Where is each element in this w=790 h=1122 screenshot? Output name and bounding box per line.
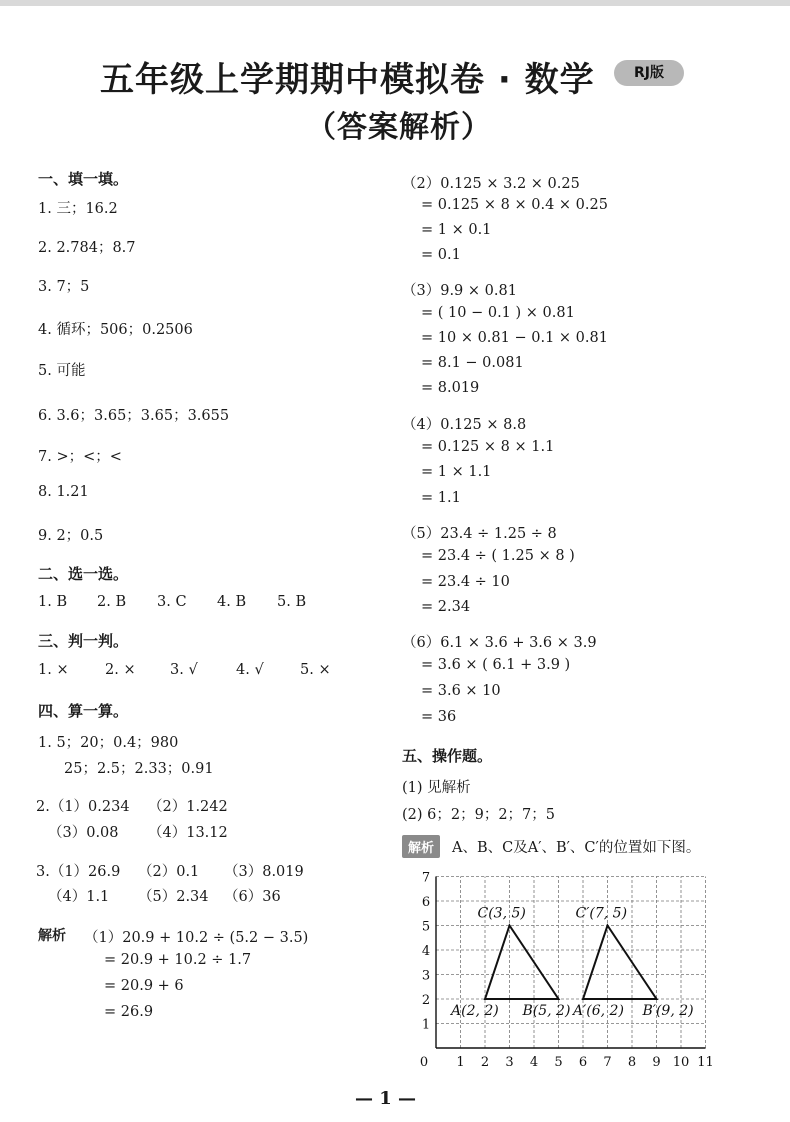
calc-line: = 20.9 + 10.2 ÷ 1.7 — [104, 952, 252, 968]
answer-line: 6. 3.6；3.65；3.65；3.655 — [38, 408, 230, 424]
answer-line: （3）0.08 — [48, 825, 119, 841]
choice-answer: 4. B — [217, 594, 247, 610]
calc-line: （1）20.9 + 10.2 ÷ (5.2 − 3.5) — [84, 930, 309, 946]
choice-answer: 1. B — [38, 594, 68, 610]
section-fill: 一、填一填。 — [38, 170, 129, 188]
calc-line: = 3.6 × 10 — [421, 683, 501, 699]
x-tick-label: 3 — [505, 1055, 514, 1070]
x-tick-label: 1 — [456, 1055, 465, 1070]
y-tick-label: 7 — [421, 870, 431, 886]
calc-line: = 36 — [421, 709, 457, 725]
triangle-abc — [485, 926, 559, 1000]
y-tick-label: 4 — [421, 944, 431, 959]
page-title: 五年级上学期期中模拟卷 · 数学 — [100, 60, 595, 100]
y-tick-label: 6 — [421, 895, 431, 910]
answer-line: 9. 2；0.5 — [38, 528, 104, 544]
x-tick-label: 9 — [652, 1055, 661, 1070]
answer-line: 1. 5；20；0.4；980 — [38, 735, 179, 751]
triangle-abc-prime — [583, 926, 657, 1000]
judge-answer: 5. × — [300, 662, 331, 678]
calc-line: = 3.6 × ( 6.1 + 3.9 ) — [421, 657, 571, 673]
calc-line: = 2.34 — [421, 599, 471, 615]
answer-line: 25；2.5；2.33；0.91 — [64, 761, 214, 777]
x-tick-label: 8 — [627, 1055, 637, 1070]
calc-line: （5）23.4 ÷ 1.25 ÷ 8 — [402, 526, 557, 542]
answer-line: 4. 循环；506；0.2506 — [38, 322, 193, 338]
judge-answer: 2. × — [105, 662, 136, 678]
calc-line: = 10 × 0.81 − 0.1 × 0.81 — [421, 330, 608, 346]
y-tick-label: 3 — [421, 968, 431, 984]
answer-line: （2）0.1 — [138, 864, 200, 880]
section-judge: 三、判一判。 — [38, 632, 129, 650]
calc-line: （6）6.1 × 3.6 + 3.6 × 3.9 — [402, 635, 597, 651]
edition-badge: RJ版 — [614, 60, 684, 86]
choice-answer: 5. B — [277, 594, 307, 610]
page-subtitle: （答案解析） — [306, 110, 492, 145]
answer-line: 3.（1）26.9 — [36, 864, 121, 880]
calc-line: （2）0.125 × 3.2 × 0.25 — [402, 176, 580, 192]
calc-line: = 1 × 1.1 — [421, 464, 492, 480]
calc-line: = 1 × 0.1 — [421, 222, 492, 238]
answer-line: (1) 见解析 — [402, 780, 471, 796]
vertex-label: A′(6, 2) — [573, 1003, 624, 1019]
calc-line: = 26.9 — [104, 1004, 154, 1020]
calc-line: = 20.9 + 6 — [104, 978, 184, 994]
answer-line: (2) 6；2；9；2；7；5 — [402, 807, 556, 823]
section-operate: 五、操作题。 — [402, 747, 493, 765]
answer-line: （6）36 — [224, 889, 281, 905]
section-choose: 二、选一选。 — [38, 565, 129, 583]
answer-line: （5）2.34 — [138, 889, 209, 905]
coordinate-grid — [410, 862, 730, 1072]
x-tick-label: 2 — [480, 1055, 490, 1070]
answer-line: （4）1.1 — [48, 889, 110, 905]
x-tick-label: 0 — [419, 1055, 429, 1070]
calc-line: = 8.1 − 0.081 — [421, 355, 524, 371]
calc-line: （3）9.9 × 0.81 — [402, 283, 517, 299]
answer-line: （2）1.242 — [148, 799, 228, 815]
answer-line: 7. >；<；< — [38, 449, 122, 465]
calc-line: = 8.019 — [421, 380, 480, 396]
answer-line: 8. 1.21 — [38, 484, 89, 500]
vertex-label: C(3, 5) — [477, 905, 526, 922]
choice-answer: 2. B — [97, 594, 127, 610]
x-tick-label: 7 — [603, 1055, 612, 1070]
analysis-text: A、B、C及A′、B′、C′的位置如下图。 — [452, 840, 701, 856]
analysis-label: 解析 — [38, 928, 66, 944]
page-number: — 1 — — [355, 1088, 417, 1109]
calc-line: = 23.4 ÷ 10 — [421, 574, 510, 590]
choice-answer: 3. C — [157, 594, 187, 610]
x-tick-label: 5 — [554, 1055, 563, 1070]
judge-answer: 1. × — [38, 662, 69, 678]
answer-line: 1. 三；16.2 — [38, 201, 118, 217]
x-tick-label: 11 — [697, 1055, 714, 1070]
calc-line: = ( 10 − 0.1 ) × 0.81 — [421, 305, 575, 321]
top-edge — [0, 0, 790, 6]
y-tick-label: 5 — [421, 919, 431, 935]
calc-line: = 0.125 × 8 × 1.1 — [421, 439, 555, 455]
answer-line: （3）8.019 — [224, 864, 304, 880]
calc-line: = 1.1 — [421, 490, 461, 506]
calc-line: = 0.1 — [421, 247, 461, 263]
vertex-label: B′(9, 2) — [642, 1003, 694, 1019]
section-calc: 四、算一算。 — [38, 702, 129, 720]
vertex-label: B(5, 2) — [522, 1003, 571, 1019]
answer-line: 5. 可能 — [38, 363, 86, 379]
answer-line: 2.（1）0.234 — [36, 799, 130, 815]
answer-line: （4）13.12 — [148, 825, 228, 841]
vertex-label: C′(7, 5) — [575, 905, 628, 922]
y-tick-label: 1 — [421, 1017, 431, 1033]
answer-line: 3. 7；5 — [38, 279, 90, 295]
calc-line: = 0.125 × 8 × 0.4 × 0.25 — [421, 197, 608, 213]
x-tick-label: 6 — [578, 1055, 588, 1070]
calc-line: = 23.4 ÷ ( 1.25 × 8 ) — [421, 548, 575, 564]
calc-line: （4）0.125 × 8.8 — [402, 417, 527, 433]
y-tick-label: 2 — [421, 993, 431, 1008]
analysis-label: 解析 — [402, 835, 440, 858]
vertex-label: A(2, 2) — [451, 1003, 499, 1019]
x-tick-label: 4 — [529, 1055, 539, 1070]
judge-answer: 3. √ — [170, 662, 198, 678]
judge-answer: 4. √ — [236, 662, 264, 678]
x-tick-label: 10 — [672, 1055, 690, 1070]
answer-line: 2. 2.784；8.7 — [38, 240, 136, 256]
